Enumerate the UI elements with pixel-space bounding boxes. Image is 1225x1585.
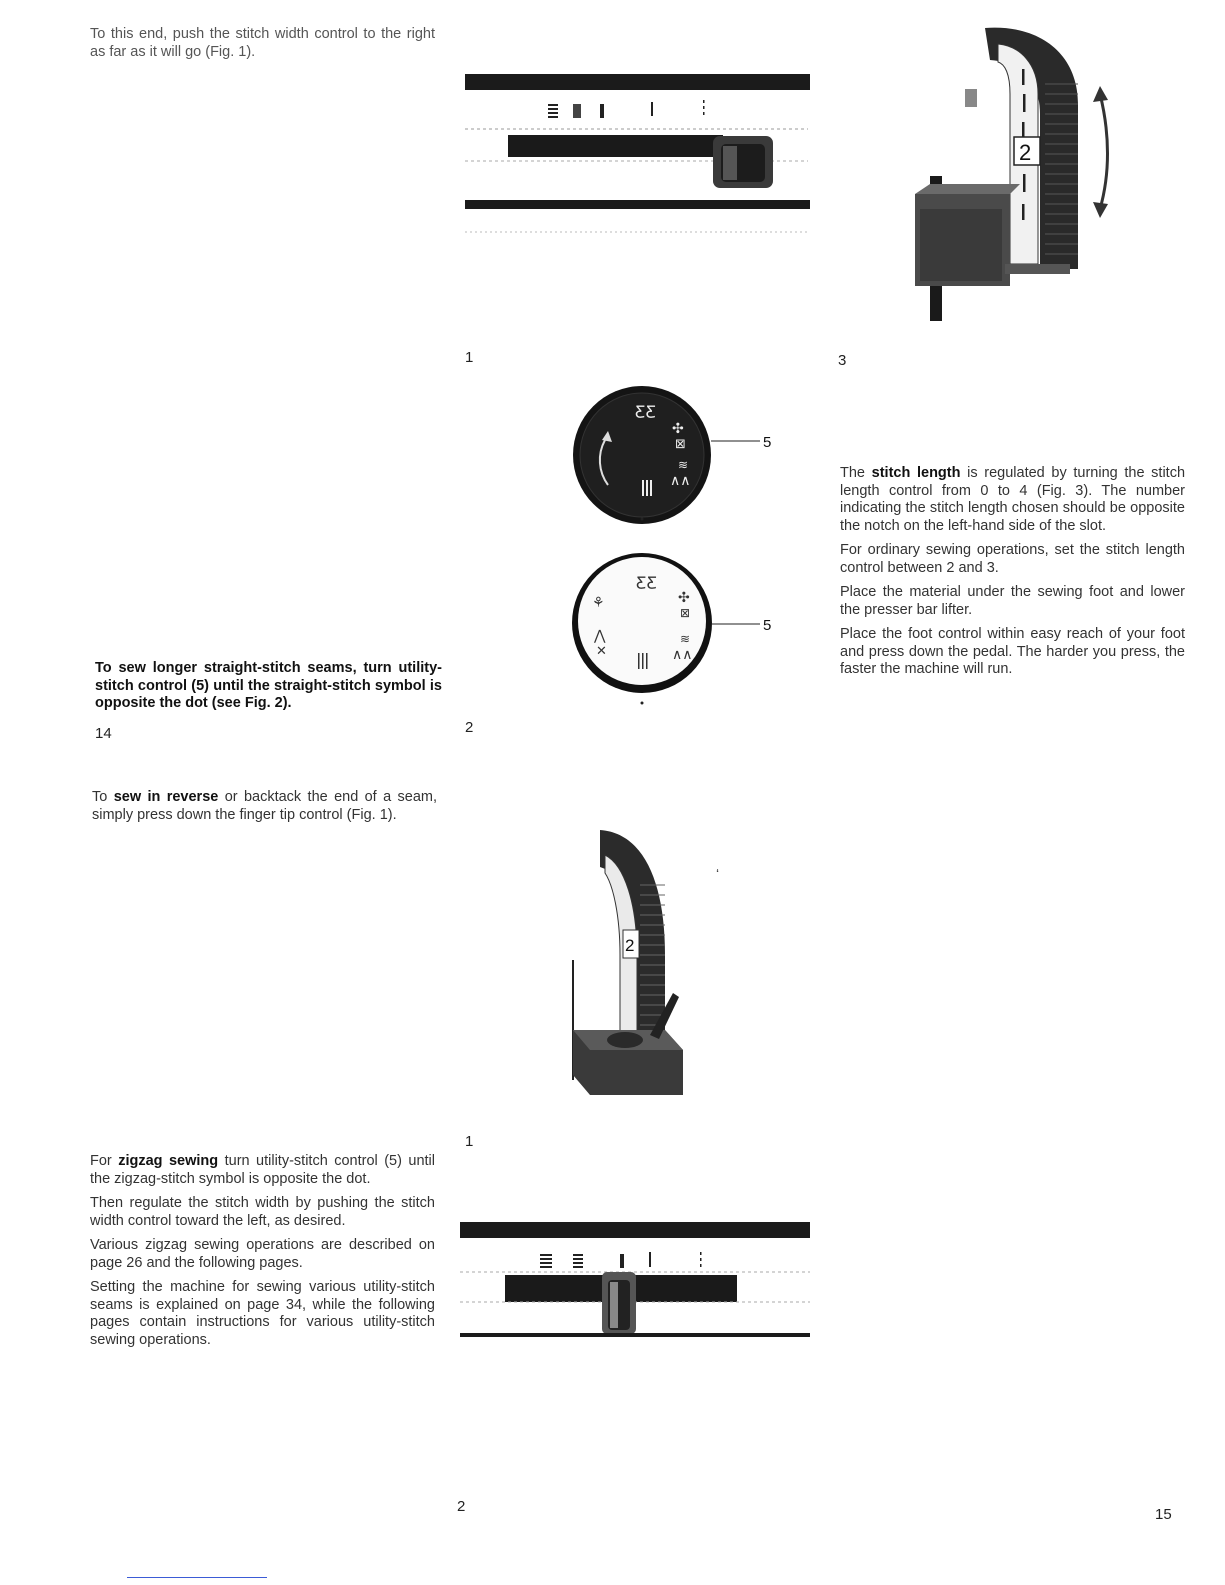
svg-text:✣: ✣ <box>678 590 690 606</box>
svg-text:⊠: ⊠ <box>675 437 686 452</box>
figure-2-label-top: 2 <box>465 719 474 736</box>
page-number-14: 14 <box>95 725 112 742</box>
stitch-length-paragraph: The stitch length is regulated by turning the stitch length control from 0 to 4 (Fig. 3). The number indicating the stitch length chosen should be opposite the notch on the left-hand side of the slot. <box>840 465 1186 534</box>
svg-text:✕: ✕ <box>596 644 607 659</box>
figure-3-label: 3 <box>838 352 847 369</box>
ordinary-sewing-paragraph: For ordinary sewing operations, set the stitch length control between 2 and 3. <box>840 542 1185 576</box>
stray-mark: ʻ <box>716 866 720 882</box>
longer-straight-stitch-text: To sew longer straight-stitch seams, turn utility-stitch control (5) until the straight-stitch symbol is opposite the dot (see Fig. 2). <box>95 660 442 711</box>
svg-text:✣: ✣ <box>672 421 684 437</box>
stitch-length-dial-figure <box>910 24 1130 324</box>
stitch-length-section <box>840 465 1185 686</box>
reverse-paragraph: To sew in reverse or backtack the end of a seam, simply press down the finger tip control (Fig. 1). <box>92 789 437 823</box>
finger-tip-reverse-control-figure <box>565 825 725 1100</box>
svg-text:ƸƸ: ƸƸ <box>635 402 657 421</box>
fig2-callout-top: 5 <box>763 434 772 451</box>
svg-text:ƸƸ: ƸƸ <box>636 573 658 592</box>
various-zigzag-paragraph: Various zigzag sewing operations are described on page 26 and the following pages. <box>90 1237 435 1271</box>
figure-1-label-bottom: 1 <box>465 1133 474 1150</box>
figure-1-label: 1 <box>465 349 474 366</box>
zigzag-section <box>90 1153 435 1356</box>
page-number-15: 15 <box>1155 1506 1172 1523</box>
fig2-callout-bottom: 5 <box>763 617 772 634</box>
intro-text: To this end, push the stitch width control to the right as far as it will go (Fig. 1). <box>90 26 435 60</box>
svg-text:∧∧: ∧∧ <box>672 647 693 663</box>
stitch-width-paragraph: Then regulate the stitch width by pushing the stitch width control toward the left, as desired. <box>90 1195 435 1229</box>
svg-text:∧∧: ∧∧ <box>670 473 691 489</box>
stitch-length-dial-digit: 2 <box>1019 140 1032 165</box>
svg-text:⊠: ⊠ <box>680 606 691 620</box>
stitch-width-slider-center-figure <box>460 1222 812 1342</box>
footer-divider <box>127 1577 267 1578</box>
longer-straight-stitch-paragraph <box>95 660 442 720</box>
place-material-paragraph: Place the material under the sewing foot and lower the presser bar lifter. <box>840 584 1185 618</box>
utility-stitch-paragraph: Setting the machine for sewing various utility-stitch seams is explained on page 34, while the following pages contain instructions for various utility-stitch sewing operations. <box>90 1279 435 1348</box>
svg-text:≋: ≋ <box>680 632 691 646</box>
reverse-section <box>92 789 437 831</box>
svg-text:≋: ≋ <box>678 458 689 472</box>
utility-stitch-control-dial-figure <box>560 385 790 720</box>
svg-text:⋀: ⋀ <box>594 628 606 644</box>
zigzag-paragraph: For zigzag sewing turn utility-stitch control (5) until the zigzag-stitch symbol is opposite the dot. <box>90 1153 435 1187</box>
reverse-dial-digit: 2 <box>625 936 635 955</box>
svg-text:⚘: ⚘ <box>592 595 605 611</box>
stitch-width-slider-right-figure <box>463 74 813 239</box>
intro-paragraph <box>90 26 435 68</box>
figure-2-label-bottom: 2 <box>457 1498 466 1515</box>
foot-control-paragraph: Place the foot control within easy reach of your foot and press down the pedal. The harder you press, the faster the machine will run. <box>840 626 1185 677</box>
